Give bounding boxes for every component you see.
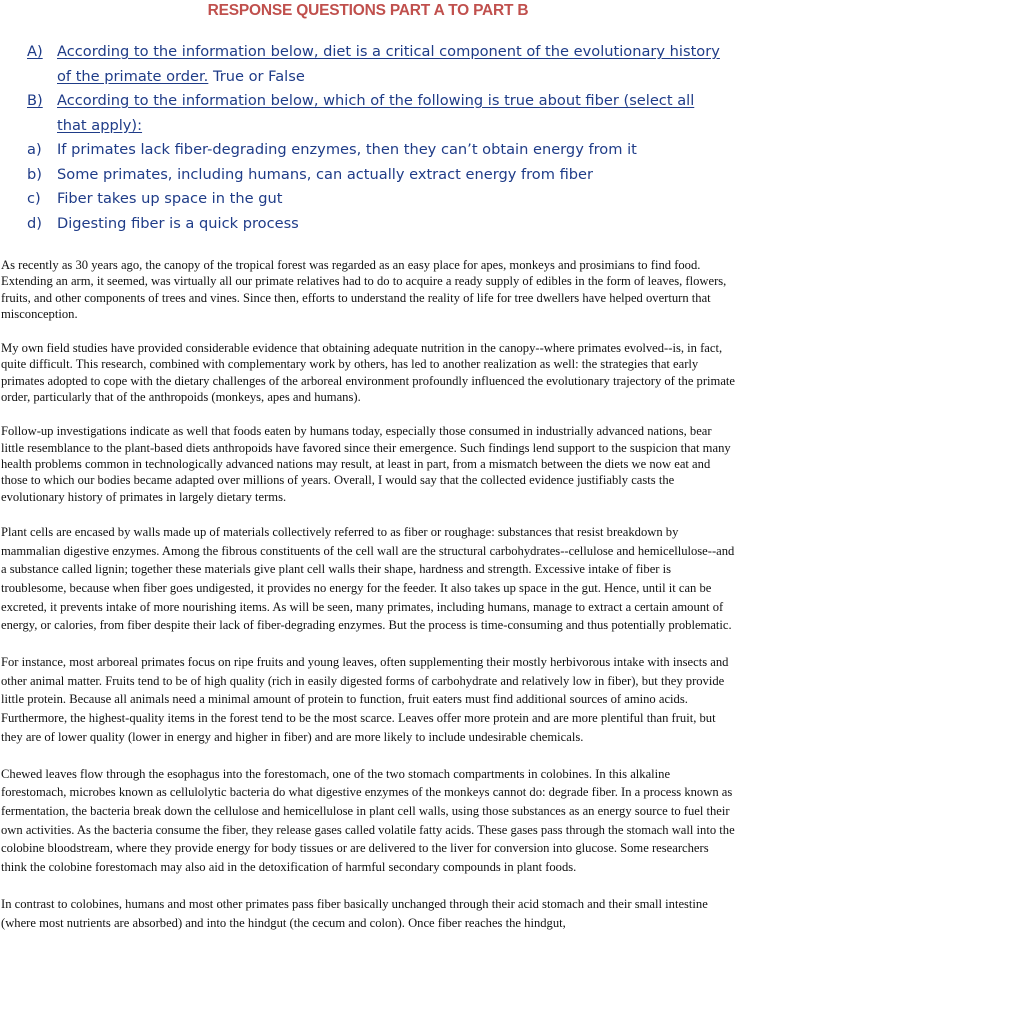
question-a-marker: A) [27, 43, 43, 60]
option-a-text: If primates lack fiber-degrading enzymes, then they can’t obtain energy from it [57, 141, 637, 158]
question-b-text: According to the information below, which of the following is true about fiber (select all that apply): [57, 92, 695, 134]
option-b-text: Some primates, including humans, can actually extract energy from fiber [57, 165, 594, 183]
page-title: RESPONSE QUESTIONS PART A TO PART B [207, 2, 529, 19]
paragraph-3: Follow-up investigations indicate as well that foods eaten by humans today, especially those consumed in industrially advanced nations, bear little resemblance to the plant-based diets anthropoids have favored since their emergence. Such findings lend support to the suspicion that many health problems common in technologically advanced nations may result, at least in part, from a mismatch between the diets we now eat and those to which our bodies became adapted over millions of years. Overall, I would say that the collected evidence justifiably casts the evolutionary history of primates in largely dietary terms. [1, 424, 731, 504]
question-a-text [57, 40, 727, 89]
question-a [27, 40, 727, 89]
paragraph-4: Plant cells are encased by walls made up of materials collectively referred to as fiber or roughage: substances that resist breakdown by mammalian digestive enzymes. Among the fibrous constituents of the cell wall are the structural carbohydrates--cellulose and hemicellulose--and a substance called lignin; together these materials give plant cell walls their shape, hardness and strength. Excessive intake of fiber is troublesome, because when fiber goes undigested, it provides no energy for the feeder. It also takes up space in the gut. Hence, until it can be excreted, it prevents intake of more nourishing items. As will be seen, many primates, including humans, manage to extract a certain amount of energy, or calories, from fiber despite their lack of fiber-degrading enzymes. But the process is time-consuming and thus potentially problematic. [1, 524, 735, 633]
paragraph-5: For instance, most arboreal primates focus on ripe fruits and young leaves, often supplementing their mostly herbivorous intake with insects and other animal matter. Fruits tend to be of high quality (rich in easily digested forms of carbohydrate and relatively low in fiber), but they provide little protein. Because all animals need a minimal amount of protein to function, fruit eaters must find additional sources of amino acids. Furthermore, the highest-quality items in the forest tend to be the most scarce. Leaves offer more protein and are more plentiful than fruit, but they are of lower quality (lower in energy and higher in fiber) and are more likely to include undesirable chemicals. [1, 655, 729, 744]
question-a-underlined: According to the information below, diet is a critical component of the evolutionary history of the primate order. [57, 43, 720, 85]
option-a-marker: a) [27, 141, 42, 158]
option-c-marker: c) [27, 190, 41, 207]
questions-list [27, 40, 727, 236]
option-a [27, 138, 727, 163]
option-d [27, 212, 727, 237]
option-c-text: Fiber takes up space in the gut [57, 190, 283, 207]
question-a-rest: True or False [208, 67, 305, 85]
option-d-text: Digesting fiber is a quick process [57, 214, 299, 232]
option-c [27, 187, 727, 212]
paragraph-6: Chewed leaves flow through the esophagus into the forestomach, one of the two stomach compartments in colobines. In this alkaline forestomach, microbes known as cellulolytic bacteria do what digestive enzymes of the monkeys cannot do: degrade fiber. In a process known as fermentation, the bacteria break down the cellulose and hemicellulose in plant cell walls, using those substances as an energy source to fuel their own activities. As the bacteria consume the fiber, they release gases called volatile fatty acids. These gases pass through the stomach wall into the colobine bloodstream, where they provide energy for body tissues or are delivered to the liver for conversion into glucose. Some researchers think the colobine forestomach may also aid in the detoxification of harmful secondary compounds in plant foods. [1, 766, 735, 875]
option-b [27, 163, 727, 188]
article-body [1, 257, 737, 950]
option-d-marker: d) [27, 214, 42, 232]
question-b-marker: B) [27, 92, 43, 109]
question-b [27, 89, 727, 138]
paragraph-1: As recently as 30 years ago, the canopy of the tropical forest was regarded as an easy place for apes, monkeys and prosimians to find food. Extending an arm, it seemed, was virtually all our primate relatives had to do to acquire a ready supply of edibles in the form of leaves, flowers, fruits, and other components of trees and vines. Since then, efforts to understand the reality of life for tree dwellers have helped overturn that misconception. [1, 258, 727, 321]
option-b-marker: b) [27, 165, 42, 183]
paragraph-2: My own field studies have provided considerable evidence that obtaining adequate nutrition in the canopy--where primates evolved--is, in fact, quite difficult. This research, combined with complementary work by others, has led to another realization as well: the strategies that early primates adopted to cope with the dietary challenges of the arboreal environment profoundly influenced the evolutionary trajectory of the primate order, particularly that of the anthropoids (monkeys, apes and humans). [1, 341, 736, 405]
paragraph-7: In contrast to colobines, humans and most other primates pass fiber basically unchanged through their acid stomach and their small intestine (where most nutrients are absorbed) and into the hindgut (the cecum and colon). Once fiber reaches the hindgut, [1, 896, 708, 930]
